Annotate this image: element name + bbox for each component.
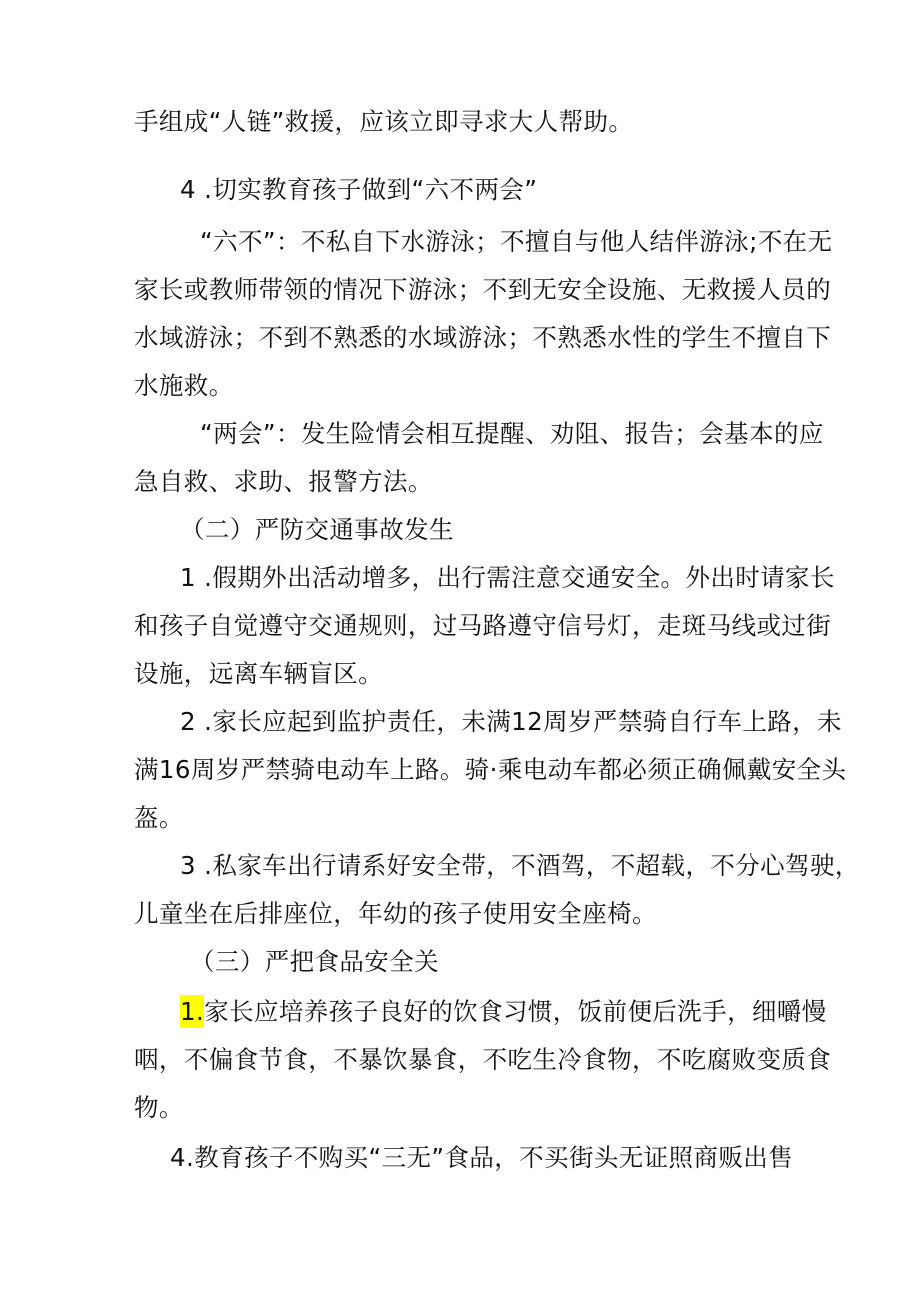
text-line-5: 水域游泳；不到不熟悉的水域游泳；不熟悉水性的学生不擅自下 <box>134 323 832 352</box>
section-heading-traffic: （二）严防交通事故发生 <box>180 515 454 544</box>
text-line-8: 急自救、求助、报警方法。 <box>134 467 433 496</box>
list-item-traffic-2: 2 .家长应起到监护责任，未满12周岁严禁骑自行车上路，未 <box>180 707 842 736</box>
highlighted-number: 1. <box>180 997 205 1026</box>
text-line-6: 水施救。 <box>134 371 234 400</box>
text-line-17: 儿童坐在后排座位，年幼的孩子使用安全座椅。 <box>134 899 657 928</box>
text-line-14: 满16周岁严禁骑电动车上路。骑·乘电动车都必须正确佩戴安全头 <box>134 755 847 784</box>
text-line-lianghui: “两会”：发生险情会相互提醒、劝阻、报告；会基本的应 <box>200 419 824 448</box>
text-line-21: 物。 <box>134 1093 184 1122</box>
list-item-traffic-3: 3 .私家车出行请系好安全带，不酒驾，不超载，不分心驾驶， <box>180 851 860 880</box>
text-line-1: 手组成“人链”救援，应该立即寻求大人帮助。 <box>134 107 634 136</box>
list-item-food-1-text: 家长应培养孩子良好的饮食习惯，饭前便后洗手，细嚼慢 <box>204 997 827 1026</box>
list-item-heading-4: 4 .切实教育孩子做到“六不两会” <box>180 175 538 204</box>
text-line-15: 盔。 <box>134 803 184 832</box>
list-item-food-1 <box>180 995 827 1029</box>
section-heading-food: （三）严把食品安全关 <box>190 947 439 976</box>
text-line-liubu: “六不”：不私自下水游泳；不擅自与他人结伴游泳;不在无 <box>200 227 833 256</box>
text-line-12: 设施，远离车辆盲区。 <box>134 659 383 688</box>
text-line-20: 咽，不偏食节食，不暴饮暴食，不吃生冷食物，不吃腐败变质食 <box>134 1045 832 1074</box>
text-line-11: 和孩子自觉遵守交通规则，过马路遵守信号灯，走斑马线或过街 <box>134 611 832 640</box>
list-item-food-4: 4.教育孩子不购买“三无”食品，不买街头无证照商贩出售 <box>170 1143 794 1172</box>
text-line-4: 家长或教师带领的情况下游泳；不到无安全设施、无救援人员的 <box>134 275 832 304</box>
list-item-traffic-1: 1 .假期外出活动增多，出行需注意交通安全。外出时请家长 <box>180 563 835 592</box>
